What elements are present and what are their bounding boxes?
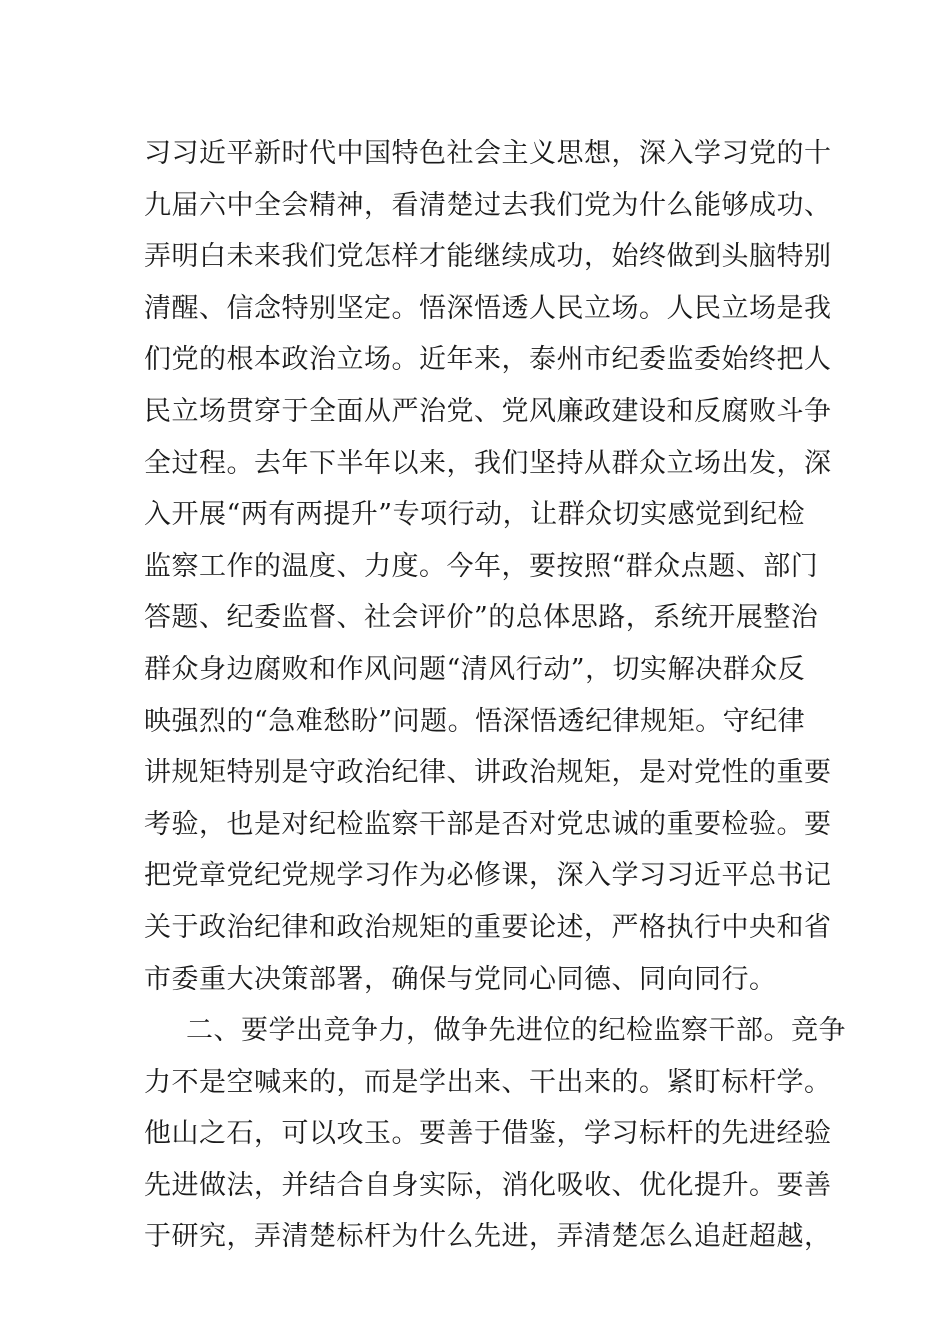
- section-heading-line: 二、要学出竞争力，做争先进位的纪检监察干部。竞争: [186, 1015, 846, 1047]
- text-line: 于研究，弄清楚标杆为什么先进，弄清楚怎么追赶超越，: [144, 1221, 832, 1253]
- text-line: 关于政治纪律和政治规矩的重要论述，严格执行中央和省: [144, 911, 832, 943]
- text-line: 九届六中全会精神，看清楚过去我们党为什么能够成功、: [144, 189, 832, 221]
- text-line: 弄明白未来我们党怎样才能继续成功，始终做到头脑特别: [144, 241, 832, 273]
- text-line: 答题、纪委监督、社会评价”的总体思路，系统开展整治: [144, 602, 819, 634]
- text-line: 习习近平新时代中国特色社会主义思想，深入学习党的十: [144, 138, 832, 169]
- text-line: 清醒、信念特别坚定。悟深悟透人民立场。人民立场是我: [144, 292, 832, 324]
- text-line: 他山之石，可以攻玉。要善于借鉴，学习标杆的先进经验: [144, 1118, 832, 1150]
- text-line: 民立场贯穿于全面从严治党、党风廉政建设和反腐败斗争: [144, 395, 832, 427]
- body-text: [144, 128, 846, 1263]
- text-line: 力不是空喊来的，而是学出来、干出来的。紧盯标杆学。: [144, 1066, 832, 1098]
- text-line: 监察工作的温度、力度。今年，要按照“群众点题、部门: [144, 550, 819, 582]
- text-line: 考验，也是对纪检监察干部是否对党忠诚的重要检验。要: [144, 808, 832, 840]
- text-line: 市委重大决策部署，确保与党同心同德、同向同行。: [144, 963, 777, 995]
- text-line: 入开展“两有两提升”专项行动，让群众切实感觉到纪检: [144, 499, 806, 531]
- text-line: 把党章党纪党规学习作为必修课，深入学习习近平总书记: [144, 860, 832, 892]
- text-line: 们党的根本政治立场。近年来，泰州市纪委监委始终把人: [144, 344, 832, 376]
- text-line: 先进做法，并结合自身实际，消化吸收、优化提升。要善: [144, 1169, 832, 1201]
- text-line: 映强烈的“急难愁盼”问题。悟深悟透纪律规矩。守纪律: [144, 705, 806, 737]
- text-line: 讲规矩特别是守政治纪律、讲政治规矩，是对党性的重要: [144, 757, 832, 789]
- text-line: 群众身边腐败和作风问题“清风行动”，切实解决群众反: [144, 653, 806, 685]
- text-line: 全过程。去年下半年以来，我们坚持从群众立场出发，深: [144, 447, 832, 479]
